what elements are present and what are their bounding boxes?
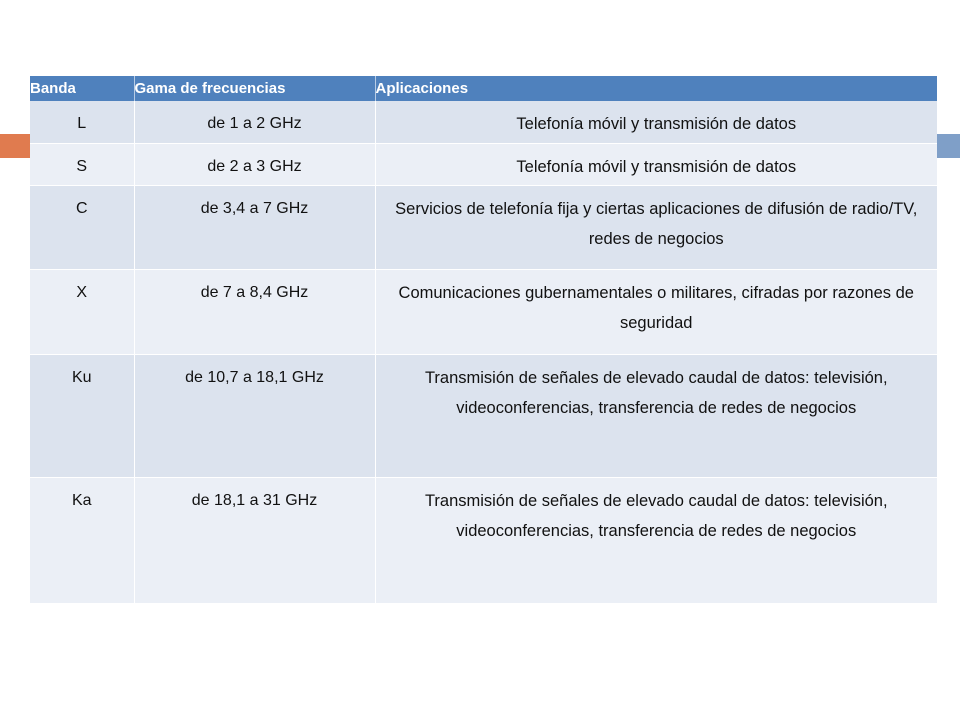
cell-aplicaciones: Telefonía móvil y transmisión de datos xyxy=(375,143,937,185)
cell-banda: Ku xyxy=(30,354,134,477)
cell-aplicaciones: Transmisión de señales de elevado caudal de datos: televisión, videoconferencias, transferencia de redes de negocios xyxy=(375,354,937,477)
header-banda: Banda xyxy=(30,76,134,101)
table-row xyxy=(30,354,937,477)
cell-banda: X xyxy=(30,269,134,354)
table-row xyxy=(30,269,937,354)
header-gama: Gama de frecuencias xyxy=(134,76,375,101)
cell-gama: de 2 a 3 GHz xyxy=(134,143,375,185)
header-aplicaciones: Aplicaciones xyxy=(375,80,469,97)
cell-gama: de 1 a 2 GHz xyxy=(134,101,375,143)
cell-banda: Ka xyxy=(30,477,134,603)
cell-banda: S xyxy=(30,143,134,185)
cell-aplicaciones: Transmisión de señales de elevado caudal de datos: televisión, videoconferencias, transferencia de redes de negocios xyxy=(375,477,937,603)
table-row xyxy=(30,101,937,143)
table-header-row xyxy=(30,76,937,101)
cell-aplicaciones: Servicios de telefonía fija y ciertas aplicaciones de difusión de radio/TV, redes de negocios xyxy=(375,185,937,269)
cell-gama: de 7 a 8,4 GHz xyxy=(134,269,375,354)
table-row xyxy=(30,477,937,603)
cell-banda: C xyxy=(30,185,134,269)
cell-banda: L xyxy=(30,101,134,143)
table-row xyxy=(30,143,937,185)
cell-aplicaciones: Telefonía móvil y transmisión de datos xyxy=(375,101,937,143)
accent-bar-right xyxy=(937,134,960,158)
cell-aplicaciones: Comunicaciones gubernamentales o militares, cifradas por razones de seguridad xyxy=(375,269,937,354)
accent-bar-left xyxy=(0,134,30,158)
cell-gama: de 3,4 a 7 GHz xyxy=(134,185,375,269)
table-row xyxy=(30,185,937,269)
frequency-bands-table xyxy=(30,76,937,604)
cell-gama: de 10,7 a 18,1 GHz xyxy=(134,354,375,477)
cell-gama: de 18,1 a 31 GHz xyxy=(134,477,375,603)
